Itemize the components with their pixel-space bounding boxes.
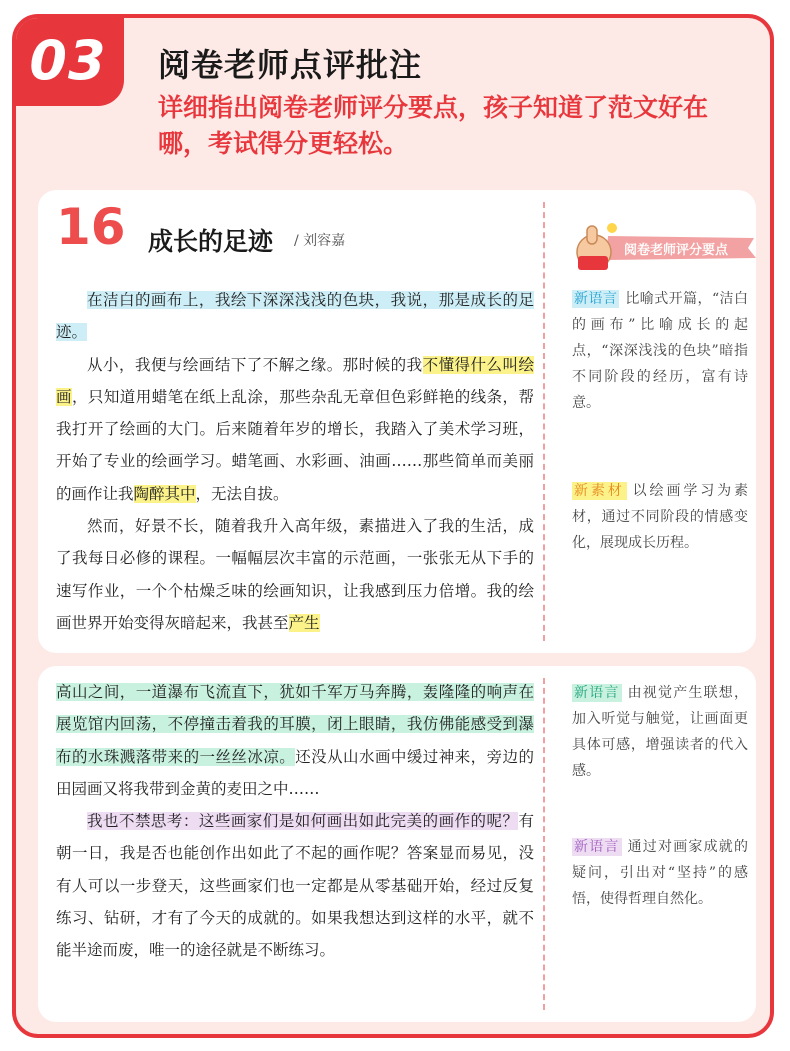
section-title: 阅卷老师点评批注 <box>158 46 423 84</box>
comment-text: 由视觉产生联想，加入听觉与触觉，让画面更具体可感，增强读者的代入感。 <box>572 685 749 779</box>
essay-card-2 <box>38 666 756 1022</box>
essay-card-1 <box>38 190 756 653</box>
highlight-question: 我也不禁思考：这些画家们是如何画出如此完美的画作的呢？ <box>87 812 519 831</box>
comment-note <box>572 478 748 556</box>
comment-text: 比喻式开篇，“洁白的画布”比喻成长的起点，“深深浅浅的色块”暗指不同阶段的经历，富有诗意。 <box>572 291 748 411</box>
star-icon <box>607 223 617 233</box>
comment-text: 以绘画学习为素材，通过不同阶段的情感变化，展现成长历程。 <box>572 483 749 551</box>
comment-tag: 新语言 <box>574 291 618 307</box>
essay-title: 成长的足迹 <box>148 227 274 256</box>
highlight-opening: 在洁白的画布上，我绘下深深浅浅的色块，我说，那是成长的足迹。 <box>56 291 534 342</box>
comment-note <box>572 680 748 784</box>
column-divider <box>543 202 545 641</box>
grading-points-stamp <box>568 218 756 278</box>
essay-body-2: 高山之间，一道瀑布飞流直下，犹如千军万马奔腾，轰隆隆的响声在展览馆内回荡，不停撞击着我的耳膜，闭上眼睛，我仿佛能感受到瀑布的水珠溅落带来的一丝丝冰凉。还没从山水画中缓过神来，旁边的田园画又将我带到金黄的麦田之中…… 我也不禁思考：这些画家们是如何画出如此完美的画作的呢？有朝一日，我是否也能创作出如此了不起的画作呢？答案显而易见，没有人可以一步登天，这些画家们也一定都是从零基础开始，经过反复练习、钻研，才有了今天的成就的。如果我想达到这样的水平，就不能半途而废，唯一的途径就是不断练习。 <box>56 683 534 960</box>
section-frame <box>12 14 774 1038</box>
section-subtitle: 详细指出阅卷老师评分要点，孩子知道了范文好在哪，考试得分更轻松。 <box>158 93 709 158</box>
highlight-phrase: 陶醉其中 <box>133 484 196 503</box>
essay-number: 16 <box>56 198 126 256</box>
highlight-phrase: 产生 <box>288 613 320 632</box>
highlight-phrase: 不懂得什么叫绘画 <box>56 355 534 406</box>
essay-author: / 刘容嘉 <box>294 233 346 249</box>
highlight-description: 高山之间，一道瀑布飞流直下，犹如千军万马奔腾，轰隆隆的响声在展览馆内回荡，不停撞击着我的耳膜，闭上眼睛，我仿佛能感受到瀑布的水珠溅落带来的一丝丝冰凉。 <box>56 683 534 766</box>
essay-body-1: 在洁白的画布上，我绘下深深浅浅的色块，我说，那是成长的足迹。 从小，我便与绘画结下了不解之缘。那时候的我不懂得什么叫绘画，只知道用蜡笔在纸上乱涂，那些杂乱无章但色彩鲜艳的线条，帮我打开了绘画的大门。后来随着年岁的增长，我踏入了美术学习班，开始了专业的绘画学习。蜡笔画、水彩画、油画……那些简单而美丽的画作让我陶醉其中，无法自拔。 然而，好景不长，随着我升入高年级，素描进入了我的生活，成了我每日必修的课程。一幅幅层次丰富的示范画，一张张无从下手的速写作业，一个个枯燥乏味的绘画知识，让我感到压力倍增。我的绘画世界开始变得灰暗起来，我甚至产生 <box>56 291 534 632</box>
stamp-label: 阅卷老师评分要点 <box>624 243 729 258</box>
thumbs-up-icon <box>577 226 611 270</box>
comment-tag: 新语言 <box>574 839 620 855</box>
column-divider <box>543 678 545 1010</box>
comment-tag: 新语言 <box>574 685 620 701</box>
comment-note <box>572 286 748 416</box>
section-number-badge: 03 <box>12 14 124 106</box>
comment-text: 通过对画家成就的疑问，引出对“坚持”的感悟，使得哲理自然化。 <box>572 839 749 907</box>
comment-note <box>572 834 748 912</box>
comment-tag: 新素材 <box>574 483 625 499</box>
